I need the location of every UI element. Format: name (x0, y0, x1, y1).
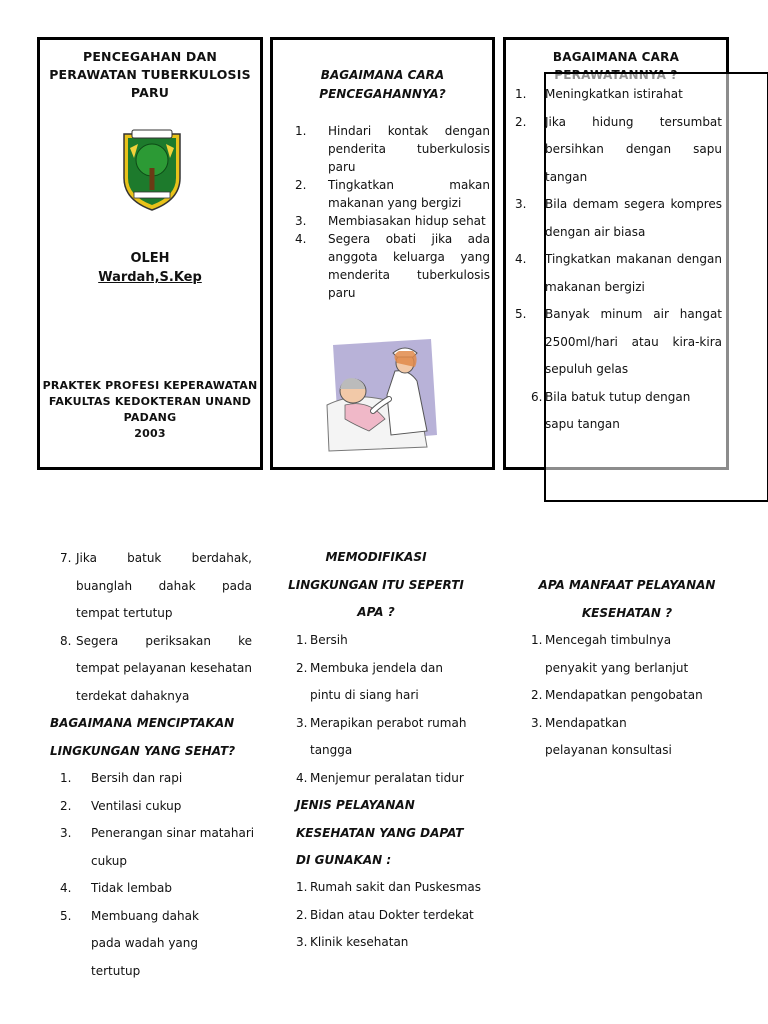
list-item: 1. Hindari kontak dengan penderita tuberkulosis paru (295, 124, 490, 174)
prevention-list (295, 122, 490, 302)
list-item: 3. Klinik kesehatan (296, 935, 409, 949)
list-item: 6. Bila batuk tutup dengan sapu tangan (531, 389, 691, 431)
list-item: 8. Segera periksakan ke tempat pelayanan kesehatan terdekat dahaknya (60, 633, 252, 703)
list-item: 2. Bidan atau Dokter terdekat (296, 907, 474, 922)
list-item: 7. Jika batuk berdahak, buanglah dahak pada tempat tertutup (60, 551, 252, 620)
health-services-list (296, 874, 496, 957)
list-item: 2. Ventilasi cukup (60, 798, 182, 813)
list-item: 2. Membuka jendela dan pintu di siang hari (296, 660, 443, 702)
list-item: 4. Segera obati jika ada anggota keluarga yang menderita tuberkulosis paru (295, 232, 490, 300)
institution-footer: PRAKTEK PROFESI KEPERAWATAN FAKULTAS KEDOKTERAN UNAND PADANG 2003 (42, 379, 258, 440)
list-item: 4. Tidak lembab (60, 881, 173, 895)
care-list (515, 81, 722, 439)
brochure-title: PENCEGAHAN DAN PERAWATAN TUBERKULOSIS PARU (49, 49, 251, 100)
list-item: 5. Membuang dahak pada wadah yang tertutup (60, 908, 199, 978)
healthy-environment-heading: BAGAIMANA MENCIPTAKAN LINGKUNGAN YANG SEHAT? (50, 716, 236, 758)
cover-panel (37, 37, 263, 470)
list-item: 4. Menjemur peralatan tidur (296, 770, 464, 785)
list-item: 3. Membiasakan hidup sehat (295, 214, 486, 228)
list-item: 1. Bersih dan rapi (60, 771, 183, 785)
list-item: 1. Mencegah timbulnya penyakit yang berlanjut (531, 633, 689, 675)
modify-environment-list (296, 627, 496, 792)
list-item: 2. Tingkatkan makan makanan yang bergizi (295, 178, 490, 210)
tree-emblem-icon (120, 128, 184, 212)
advice-list-continued (60, 545, 252, 710)
service-benefits-heading: APA MANFAAT PELAYANAN KESEHATAN ? (538, 578, 716, 620)
modify-environment-heading: MEMODIFIKASI LINGKUNGAN ITU SEPERTI APA ? (288, 550, 464, 619)
list-item: 5. Banyak minum air hangat 2500ml/hari atau kira-kira sepuluh gelas (515, 307, 722, 376)
prevention-heading: BAGAIMANA CARA PENCEGAHANNYA? (319, 68, 446, 101)
service-benefits-list (531, 627, 721, 765)
prevention-panel (270, 37, 495, 470)
list-item: 4. Tingkatkan makanan dengan makanan bergizi (515, 252, 722, 294)
care-heading: BAGAIMANA CARA (552, 50, 680, 64)
list-item: 2. Jika hidung tersumbat bersihkan dengan sapu tangan (515, 114, 722, 184)
list-item: 3. Penerangan sinar matahari cukup (60, 826, 255, 868)
by-label: OLEH (130, 251, 170, 266)
nurse-patient-illustration (325, 335, 445, 453)
author-name: Wardah,S.Kep (98, 270, 202, 285)
list-item: 2. Mendapatkan pengobatan (531, 688, 703, 702)
list-item: 1. Meningkatkan istirahat (515, 87, 683, 101)
list-item: 1. Rumah sakit dan Puskesmas (296, 880, 481, 894)
list-item: 3. Mendapatkan pelayanan konsultasi (531, 715, 672, 757)
list-item: 1. Bersih (296, 633, 348, 647)
list-item: 3. Merapikan perabot rumah tangga (296, 715, 467, 757)
list-item: 3. Bila demam segera kompres dengan air biasa (515, 197, 722, 239)
healthy-environment-list (60, 765, 256, 985)
health-services-heading: JENIS PELAYANAN KESEHATAN YANG DAPAT DI GUNAKAN : (296, 798, 464, 867)
